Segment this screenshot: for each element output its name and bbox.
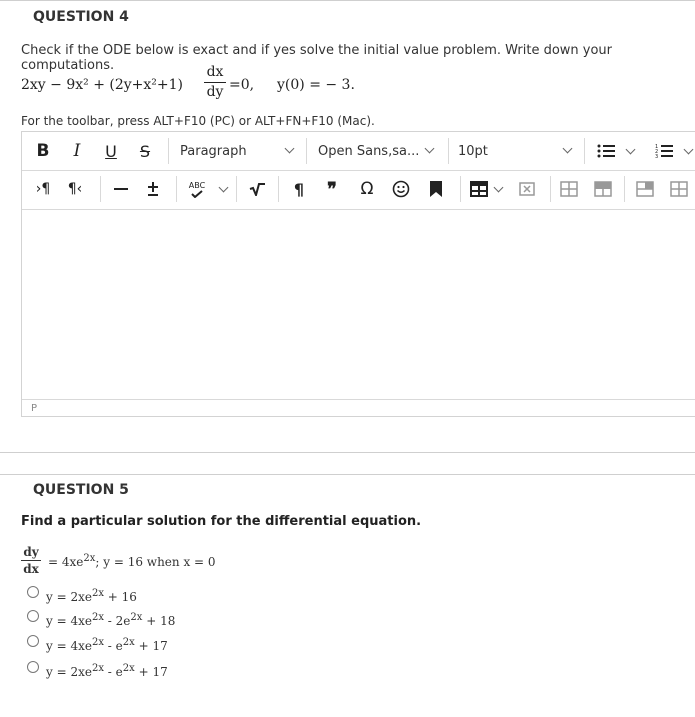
- question-5-instruction: Find a particular solution for the differential equation.: [21, 514, 422, 529]
- answer-option-label: $y = 2xe^{2x} - e^{2x} + 17$: [46, 663, 168, 679]
- blockquote-button[interactable]: [321, 178, 343, 200]
- ode-lhs: 2xy − 9x² + (2y+x²+1): [21, 77, 184, 93]
- q5-equation: [48, 553, 216, 569]
- question-4-instruction: Check if the ODE below is exact and if yes solve the initial value problem. Write down your computations.: [21, 43, 613, 73]
- bullet-list-button[interactable]: [594, 140, 618, 162]
- font-family-value: Open Sans,sa...: [318, 143, 420, 159]
- equation-button[interactable]: [246, 178, 268, 200]
- answer-option[interactable]: [27, 637, 168, 653]
- table-row-before-button[interactable]: [558, 178, 580, 200]
- spellcheck-button[interactable]: [184, 176, 210, 202]
- table-row-after-button[interactable]: [592, 178, 614, 200]
- chevron-down-icon[interactable]: [219, 183, 229, 193]
- ode-frac-den: dy: [206, 84, 224, 100]
- table-column-before-button[interactable]: [634, 178, 656, 200]
- italic-button[interactable]: I: [73, 141, 81, 161]
- editor-status-bar: [22, 399, 695, 418]
- ltr-paragraph-icon: ›¶: [35, 181, 51, 197]
- ode-frac-bar: [204, 82, 226, 83]
- bookmark-icon: [429, 180, 443, 198]
- q5-equation-tail: ; y = 16 when x = 0: [95, 555, 216, 569]
- paragraph-format-value: Paragraph: [180, 143, 247, 159]
- anchor-button[interactable]: [425, 178, 447, 200]
- strikethrough-button[interactable]: S: [139, 141, 151, 161]
- paragraph-format-dropdown[interactable]: [176, 140, 300, 162]
- answer-option-label: $y = 4xe^{2x} - 2e^{2x} + 18$: [46, 612, 176, 628]
- font-size-value: 10pt: [458, 143, 488, 159]
- special-character-button[interactable]: [356, 178, 378, 200]
- top-divider: [0, 0, 695, 1]
- quote-icon: ❞: [327, 178, 337, 200]
- show-blocks-button[interactable]: [288, 178, 310, 200]
- element-path[interactable]: P: [31, 403, 38, 414]
- ode-rhs: =0,: [229, 77, 255, 93]
- ltr-direction-button[interactable]: [32, 178, 54, 200]
- bullet-list-icon: [597, 143, 615, 159]
- q5-fraction: [21, 545, 41, 576]
- initial-condition: y(0) = − 3.: [277, 77, 355, 93]
- square-root-icon: [249, 182, 265, 196]
- ode-fraction: [204, 64, 226, 101]
- check-icon: [191, 190, 203, 198]
- bold-button[interactable]: B: [36, 141, 50, 161]
- answer-option[interactable]: [27, 663, 168, 679]
- svg-text:2: 2: [655, 149, 659, 155]
- radio-button[interactable]: [27, 610, 39, 622]
- answer-option-label: $y = 2xe^{2x} + 16$: [46, 588, 137, 604]
- radio-button[interactable]: [27, 635, 39, 647]
- section-divider-1: [0, 452, 695, 453]
- svg-text:3: 3: [655, 154, 659, 159]
- q5-equation-body: = 4xe: [48, 555, 84, 569]
- chevron-down-icon: [425, 144, 435, 154]
- spellcheck-label: ABC: [188, 180, 206, 190]
- toolbar-row-1: [22, 132, 695, 171]
- radio-button[interactable]: [27, 661, 39, 673]
- chevron-down-icon: [563, 144, 573, 154]
- q5-frac-den: dx: [23, 562, 39, 576]
- table-column-icon: [636, 181, 654, 197]
- underline-button[interactable]: U: [105, 141, 117, 161]
- svg-text:1: 1: [655, 144, 659, 150]
- chevron-down-icon[interactable]: [626, 145, 636, 155]
- question-5-title: QUESTION 5: [33, 482, 129, 498]
- pilcrow-icon: ¶: [293, 179, 305, 199]
- horizontal-line-button[interactable]: [110, 178, 132, 200]
- delete-table-button[interactable]: [516, 178, 538, 200]
- numbered-list-icon: [655, 143, 673, 159]
- question-4-title: QUESTION 4: [33, 9, 129, 25]
- table-icon: [470, 181, 488, 197]
- answer-option-label: $y = 4xe^{2x} - e^{2x} + 17$: [46, 637, 168, 653]
- section-divider-2: [0, 474, 695, 475]
- table-column-after-button[interactable]: [668, 178, 690, 200]
- editor-content-area[interactable]: [22, 209, 695, 399]
- font-family-dropdown[interactable]: [314, 140, 438, 162]
- chevron-down-icon[interactable]: [494, 183, 504, 193]
- table-row-icon: [560, 181, 578, 197]
- ode-frac-num: dx: [206, 64, 224, 80]
- numbered-list-button[interactable]: [652, 140, 676, 162]
- chevron-down-icon: [285, 144, 295, 154]
- plus-minus-button[interactable]: [142, 178, 164, 200]
- delete-table-icon: [519, 182, 535, 196]
- horizontal-line-icon: [113, 181, 129, 197]
- toolbar-row-2: [22, 170, 695, 210]
- radio-button[interactable]: [27, 586, 39, 598]
- answer-option[interactable]: [27, 612, 175, 628]
- table-row-after-icon: [594, 181, 612, 197]
- answer-option[interactable]: [27, 588, 137, 604]
- chevron-down-icon[interactable]: [684, 145, 694, 155]
- emoticons-button[interactable]: [390, 178, 412, 200]
- q5-frac-num: dy: [23, 545, 39, 559]
- omega-icon: Ω: [360, 179, 374, 199]
- smiley-icon: [392, 180, 410, 198]
- rtl-paragraph-icon: ¶‹: [67, 181, 83, 197]
- font-size-dropdown[interactable]: [456, 140, 578, 162]
- rich-text-editor: [21, 131, 695, 417]
- toolbar-hint: For the toolbar, press ALT+F10 (PC) or ALT+FN+F10 (Mac).: [21, 114, 375, 128]
- rtl-direction-button[interactable]: [64, 178, 86, 200]
- plus-minus-icon: [145, 181, 161, 197]
- insert-table-button[interactable]: [468, 178, 490, 200]
- table-insert-icon: [670, 181, 688, 197]
- q5-equation-exp: 2x: [83, 553, 96, 564]
- q5-frac-bar: [21, 560, 41, 561]
